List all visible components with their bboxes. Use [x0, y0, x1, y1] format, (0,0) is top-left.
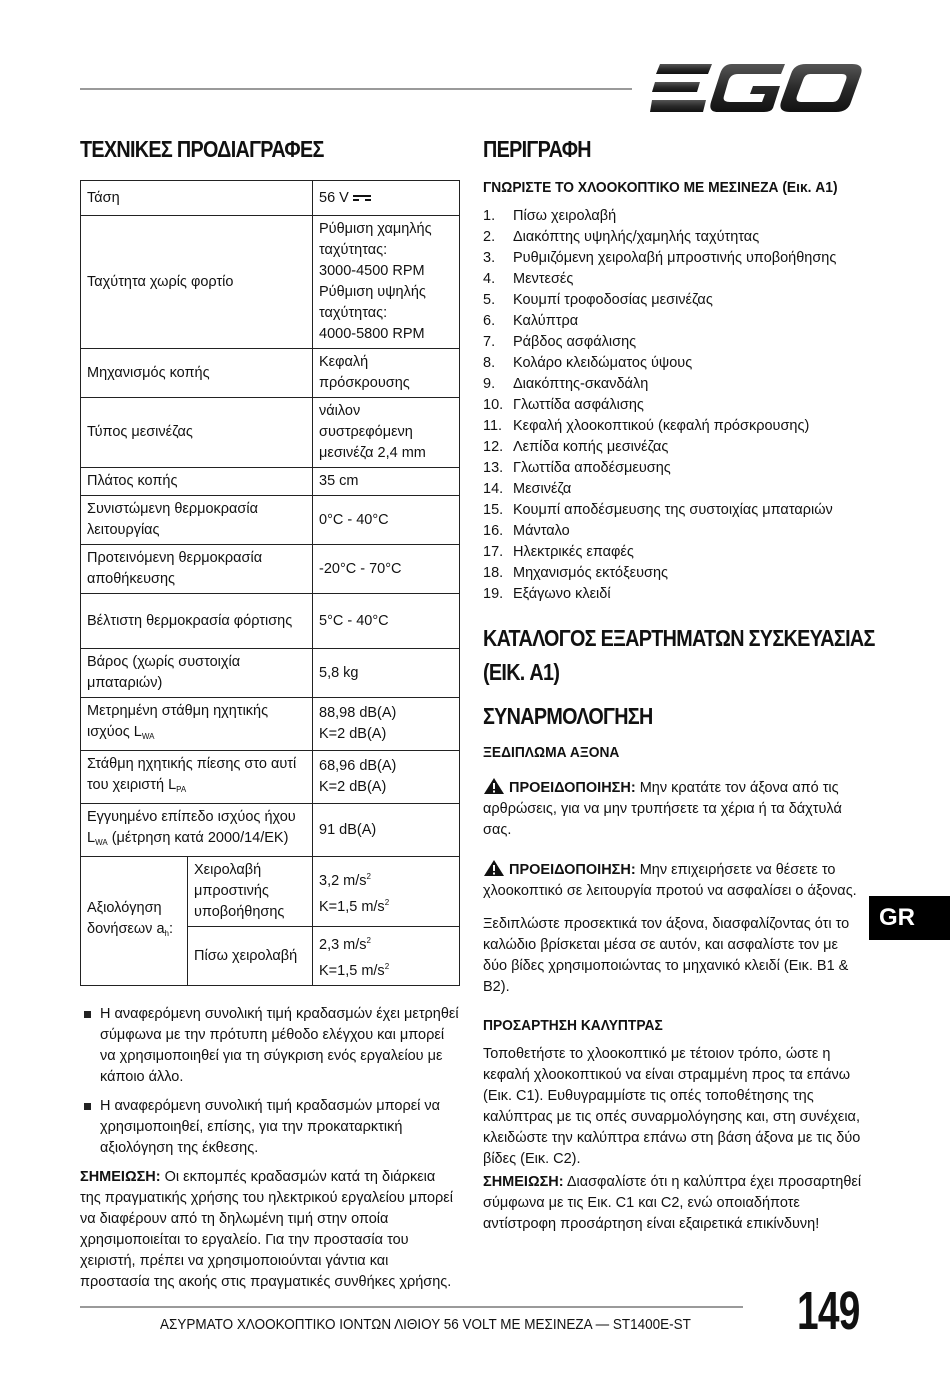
footer-title: ΑΣΥΡΜΑΤΟ ΧΛΟΟΚΟΠΤΙΚΟ ΙΟΝΤΩΝ ΛΙΘΙΟΥ 56 VOLT ΜΕ ΜΕΣΙΝΕΖΑ — ST1400E-ST: [160, 1316, 691, 1333]
spec-label: Αξιολόγηση δονήσεων $a_h$:: [81, 857, 188, 986]
table-row: [81, 804, 460, 857]
warning-icon: [483, 859, 505, 877]
specifications-section: [80, 134, 460, 1293]
table-row: [81, 649, 460, 698]
list-item: Η αναφερόμενη συνολική τιμή κραδασμών μπορεί να χρησιμοποιηθεί, επίσης, για την προκαταρκτική αξιολόγηση της έκθεσης.: [80, 1096, 460, 1159]
list-item: 3. Ρυθμιζόμενη χειρολαβή μπροστινής υποβοήθησης: [483, 250, 837, 266]
list-item: 19. Εξάγωνο κλειδί: [483, 586, 611, 602]
spec-label: Προτεινόμενη θερμοκρασία αποθήκευσης: [81, 545, 313, 594]
vibration-note: ΣΗΜΕΙΩΣΗ: Οι εκπομπές κραδασμών κατά τη διάρκεια της πραγματικής χρήσης του ηλεκτρικού εργαλείου μπορεί να διαφέρουν από τη δηλωμένη τιμή στην οποία χρησιμοποιείται το εργαλείο. Για την προστασία του χειριστή, πρέπει να χρησιμοποιούνται γάντια και προστασία της ακοής στις πραγματικές συνθήκες χρήσης.: [80, 1169, 453, 1290]
list-item: 15. Κουμπί αποδέσμευσης της συστοιχίας μπαταριών: [483, 502, 833, 518]
description-section: [483, 134, 875, 1235]
packing-list-title: ΚΑΤΑΛΟΓΟΣ ΕΞΑΡΤΗΜΑΤΩΝ ΣΥΣΚΕΥΑΣΙΑΣ (ΕΙΚ. A1): [483, 625, 875, 685]
list-item: 14. Μεσινέζα: [483, 481, 572, 497]
list-item: 12. Λεπίδα κοπής μεσινέζας: [483, 439, 669, 455]
spec-value: 68,96 dB(A) K=2 dB(A): [313, 751, 460, 804]
table-row: [81, 545, 460, 594]
table-row: [81, 698, 460, 751]
spec-label: Τύπος μεσινέζας: [81, 398, 313, 468]
dc-voltage-icon: [353, 194, 371, 202]
footer-rule: [80, 1306, 743, 1308]
table-row: [81, 496, 460, 545]
list-item: 18. Μηχανισμός εκτόξευσης: [483, 565, 668, 581]
list-item: 8. Κολάρο κλειδώματος ύψους: [483, 355, 693, 371]
list-item: 10. Γλωττίδα ασφάλισης: [483, 397, 644, 413]
warning-lock-shaft: ΠΡΟΕΙΔΟΠΟΙΗΣΗ: Μην επιχειρήσετε να θέσετε το χλοοκοπτικό σε λειτουργία προτού να ασφαλίσει ο άξονας.: [483, 859, 865, 902]
list-item: 9. Διακόπτης-σκανδάλη: [483, 376, 649, 392]
spec-value: 0°C - 40°C: [313, 496, 460, 545]
spec-label: Πλάτος κοπής: [81, 468, 313, 496]
table-row: [81, 594, 460, 649]
unfold-shaft-title: ΞΕΔΙΠΛΩΜΑ ΑΞΟΝΑ: [483, 744, 620, 761]
spec-value: Κεφαλή πρόσκρουσης: [313, 349, 460, 398]
spec-label: Μετρημένη στάθμη ηχητικής ισχύος $L_{WA}$: [81, 698, 313, 751]
warning-joints: ΠΡΟΕΙΔΟΠΟΙΗΣΗ: Μην κρατάτε τον άξονα από τις αρθρώσεις, για να μην τρυπήσετε τα χέρια ή τα δάχτυλά σας.: [483, 777, 865, 841]
table-row: [81, 468, 460, 496]
spec-value: 5°C - 40°C: [313, 594, 460, 649]
attach-guard-title: ΠΡΟΣΑΡΤΗΣΗ ΚΑΛΥΠΤΡΑΣ: [483, 1017, 663, 1034]
spec-label: Βάρος (χωρίς συστοιχία μπαταριών): [81, 649, 313, 698]
description-subtitle: ΓΝΩΡΙΣΤΕ ΤΟ ΧΛΟΟΚΟΠΤΙΚΟ ΜΕ ΜΕΣΙΝΕΖΑ (Εικ. A1): [483, 179, 838, 196]
parts-list: [483, 206, 865, 605]
attach-guard-instructions: Τοποθετήστε το χλοοκοπτικό με τέτοιον τρόπο, ώστε η κεφαλή χλοοκοπτικού να είναι στραμμένη προς τα επάνω (Εικ. C1). Ευθυγραμμίστε τις οπές τοποθέτησης της καλύπτρας με τις οπές συναρμολόγησης και, στη συνέχεια, κλειδώστε την καλύπτρα επάνω στη βάση άξονα με τις δύο βίδες (Εικ. C2).: [483, 1046, 861, 1167]
spec-label: Τάση: [81, 181, 313, 216]
table-row: [81, 751, 460, 804]
warning-icon: [483, 777, 505, 795]
spec-value: Ρύθμιση χαμηλής ταχύτητας: 3000-4500 RPM Ρύθμιση υψηλής ταχύτητας: 4000-5800 RPM: [313, 216, 460, 349]
language-tab: GR: [869, 896, 950, 940]
list-item: 1. Πίσω χειρολαβή: [483, 208, 617, 224]
spec-label: Στάθμη ηχητικής πίεσης στο αυτί του χειριστή $L_{PA}$: [81, 751, 313, 804]
spec-value: 88,98 dB(A) K=2 dB(A): [313, 698, 460, 751]
table-row: [81, 398, 460, 468]
vibration-notes-list: [80, 1004, 460, 1159]
ego-logo: [650, 62, 862, 114]
attach-guard-note: ΣΗΜΕΙΩΣΗ: Διασφαλίστε ότι η καλύπτρα έχει προσαρτηθεί σύμφωνα με τις Εικ. C1 και C2, ενώ οποιαδήποτε αντίστροφη προσάρτηση είναι εξαιρετικά επικίνδυνη!: [483, 1174, 862, 1232]
table-row: [81, 349, 460, 398]
list-item: 17. Ηλεκτρικές επαφές: [483, 544, 634, 560]
list-item: 6. Καλύπτρα: [483, 313, 579, 329]
spec-value: νάιλον συστρεφόμενη μεσινέζα 2,4 mm: [313, 398, 460, 468]
header-rule: [80, 88, 632, 90]
spec-label: Μηχανισμός κοπής: [81, 349, 313, 398]
description-title: ΠΕΡΙΓΡΑΦΗ: [483, 136, 591, 162]
specifications-title: ΤΕΧΝΙΚΕΣ ΠΡΟΔΙΑΓΡΑΦΕΣ: [80, 136, 324, 162]
list-item: 7. Ράβδος ασφάλισης: [483, 334, 637, 350]
list-item: 4. Μεντεσές: [483, 271, 574, 287]
page-number: 149: [797, 1281, 860, 1341]
list-item: 11. Κεφαλή χλοοκοπτικού (κεφαλή πρόσκρουσης): [483, 418, 810, 434]
list-item: 13. Γλωττίδα αποδέσμευσης: [483, 460, 671, 476]
spec-value: -20°C - 70°C: [313, 545, 460, 594]
table-row: [81, 857, 460, 927]
spec-value: 56 V: [313, 181, 460, 216]
unfold-instructions: Ξεδιπλώστε προσεκτικά τον άξονα, διασφαλίζοντας ότι το καλώδιο βρίσκεται μέσα σε αυτόν, και ασφαλίστε τον με δύο βίδες χρησιμοποιώντας το μηχανικό κλειδί (Εικ. B1 & B2).: [483, 916, 850, 995]
spec-sublabel: Χειρολαβή μπροστινής υποβοήθησης: [188, 857, 313, 927]
specifications-table: [80, 180, 460, 986]
spec-value: 91 dB(A): [313, 804, 460, 857]
assembly-title: ΣΥΝΑΡΜΟΛΟΓΗΣΗ: [483, 703, 653, 729]
spec-label: Ταχύτητα χωρίς φορτίο: [81, 216, 313, 349]
list-item: Η αναφερόμενη συνολική τιμή κραδασμών έχει μετρηθεί σύμφωνα με την πρότυπη μέθοδο ελέγχου και μπορεί να χρησιμοποιηθεί για τη σύγκριση ενός εργαλείου με κάποιο άλλο.: [80, 1004, 460, 1088]
spec-label: Συνιστώμενη θερμοκρασία λειτουργίας: [81, 496, 313, 545]
list-item: 16. Μάνταλο: [483, 523, 570, 539]
table-row: [81, 181, 460, 216]
spec-value: 3,2 $m/s^2$ K=1,5 $m/s^2$: [313, 857, 460, 927]
spec-label: Εγγυημένο επίπεδο ισχύος ήχου $L_{WA}$ (μέτρηση κατά 2000/14/ΕΚ): [81, 804, 313, 857]
spec-value: 5,8 kg: [313, 649, 460, 698]
spec-label: Βέλτιστη θερμοκρασία φόρτισης: [81, 594, 313, 649]
spec-sublabel: Πίσω χειρολαβή: [188, 927, 313, 986]
list-item: 2. Διακόπτης υψηλής/χαμηλής ταχύτητας: [483, 229, 760, 245]
table-row: [81, 216, 460, 349]
spec-value: 2,3 $m/s^2$ K=1,5 $m/s^2$: [313, 927, 460, 986]
spec-value: 35 cm: [313, 468, 460, 496]
list-item: 5. Κουμπί τροφοδοσίας μεσινέζας: [483, 292, 713, 308]
